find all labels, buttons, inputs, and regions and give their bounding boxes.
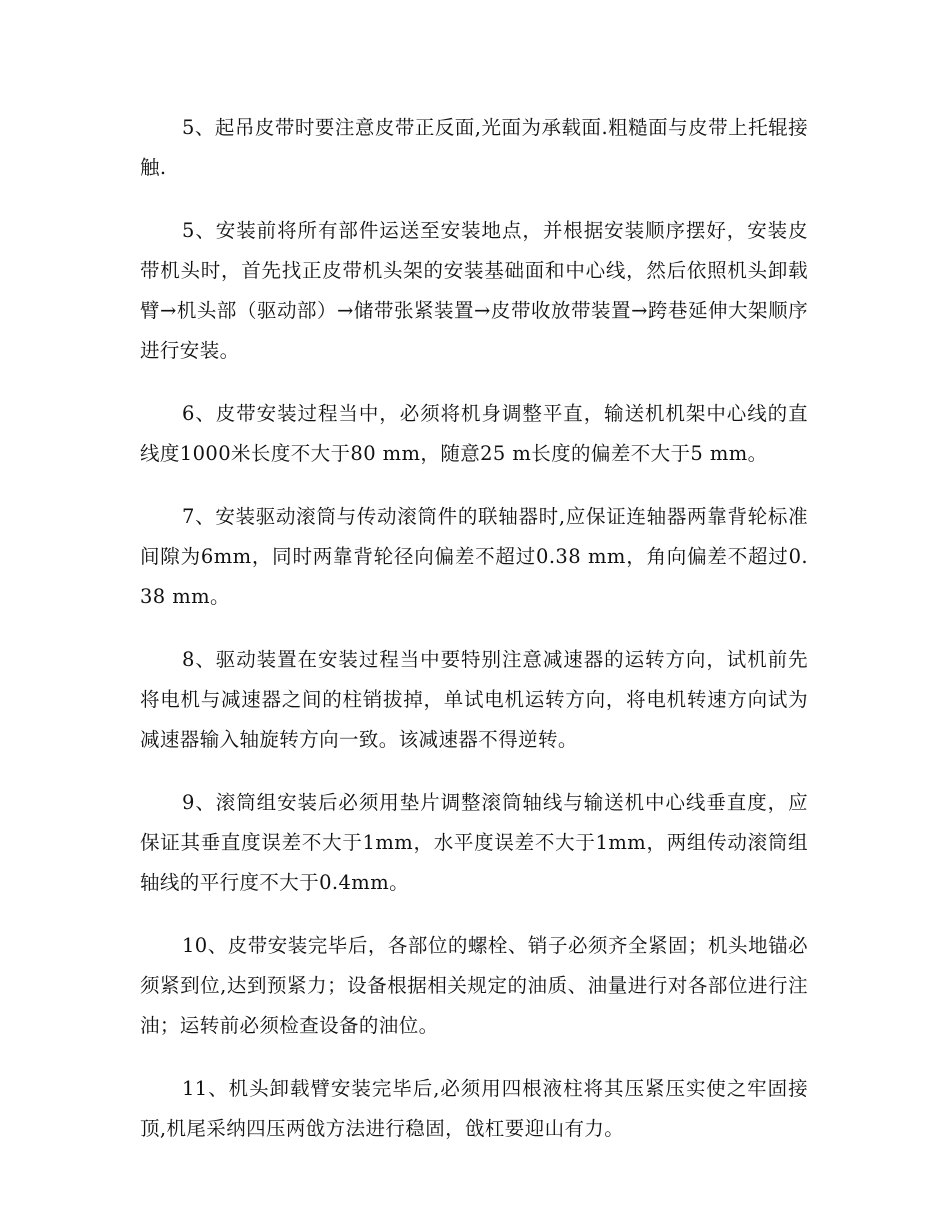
paragraph-5b: 5、安装前将所有部件运送至安装地点，并根据安装顺序摆好，安装皮带机头时，首先找正皮带机头架的安装基础面和中心线，然后依照机头卸载臂→机头部（驱动部）→储带张紧装置→皮带收放带装置→跨巷延伸大架顺序进行安装。 xyxy=(140,219,808,362)
paragraph-11: 11、机头卸载臂安装完毕后,必须用四根液柱将其压紧压实使之牢固接顶,机尾采纳四压两戗方法进行稳固，戗杠要迎山有力。 xyxy=(140,1077,808,1140)
paragraph-9: 9、滚筒组安装后必须用垫片调整滚筒轴线与输送机中心线垂直度，应保证其垂直度误差不大于1mm，水平度误差不大于1mm，两组传动滚筒组轴线的平行度不大于0.4mm。 xyxy=(140,791,808,894)
paragraph-8: 8、驱动装置在安装过程当中要特别注意减速器的运转方向，试机前先将电机与减速器之间的柱销拔掉，单试电机运转方向，将电机转速方向试为减速器输入轴旋转方向一致。该减速器不得逆转。 xyxy=(140,648,808,751)
paragraph-6: 6、皮带安装过程当中，必须将机身调整平直，输送机机架中心线的直线度1000米长度不大于80 mm，随意25 m长度的偏差不大于5 mm。 xyxy=(140,402,808,465)
document-body xyxy=(140,108,808,1172)
paragraph-7: 7、安装驱动滚筒与传动滚筒件的联轴器时,应保证连轴器两靠背轮标准间隙为6mm，同时两靠背轮径向偏差不超过0.38 mm，角向偏差不超过0.38 mm。 xyxy=(140,505,808,608)
paragraph-10: 10、皮带安装完毕后，各部位的螺栓、销子必须齐全紧固；机头地锚必须紧到位,达到预紧力；设备根据相关规定的油质、油量进行对各部位进行注油；运转前必须检查设备的油位。 xyxy=(140,934,808,1037)
paragraph-5a: 5、起吊皮带时要注意皮带正反面,光面为承载面.粗糙面与皮带上托辊接触. xyxy=(140,116,808,179)
